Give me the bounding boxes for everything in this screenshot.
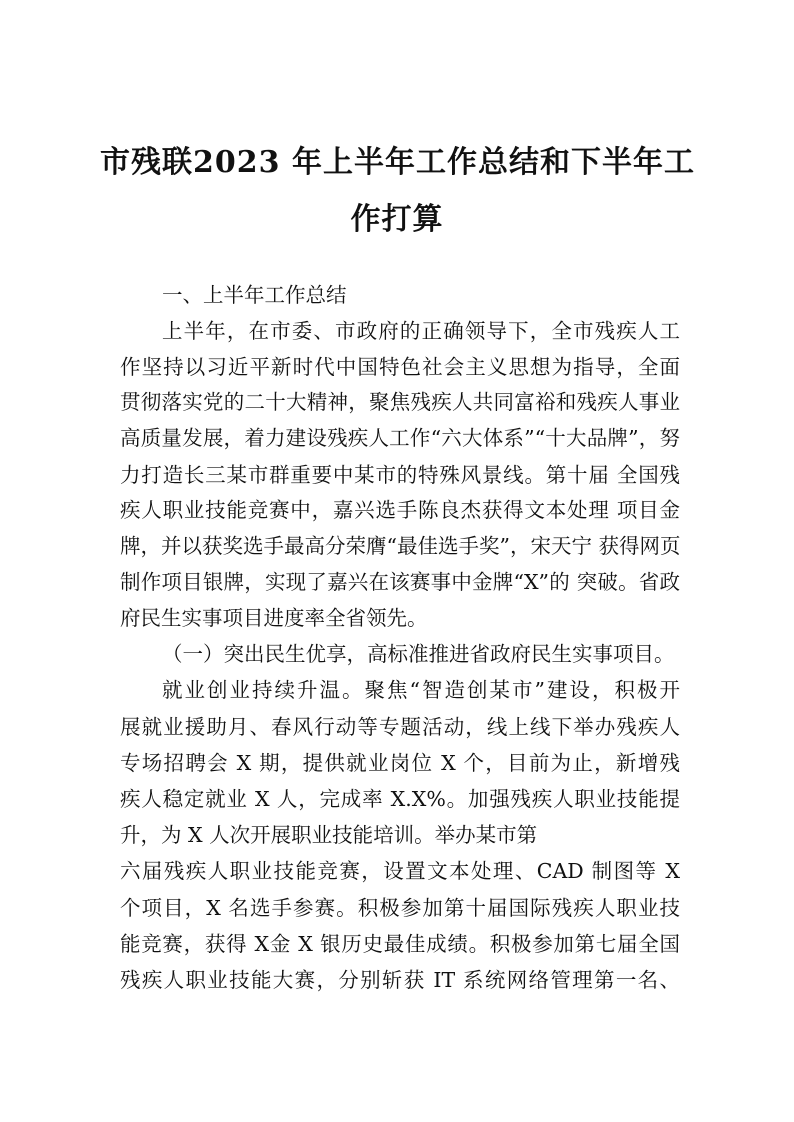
document-title-line-1: 市残联2023 年上半年工作总结和下半年工 <box>100 145 695 180</box>
section-heading: 一、上半年工作总结 <box>162 283 347 307</box>
paragraph-line: 作坚持以习近平新时代中国特色社会主义思想为指导，全面 <box>120 355 680 379</box>
paragraph-line: 个项目，X 名选手参赛。积极参加第十届国际残疾人职业技 <box>120 896 680 920</box>
paragraph-line: 疾人职业技能竞赛中，嘉兴选手陈良杰获得文本处理 项目金 <box>120 498 680 522</box>
paragraph-line: 高质量发展，着力建设残疾人工作“六大体系”“十大品牌”，努 <box>120 426 680 450</box>
paragraph-line: 牌，并以获奖选手最高分荣膺“最佳选手奖”，宋天宁 获得网页 <box>120 534 681 558</box>
paragraph-line: 疾人稳定就业 X 人，完成率 X.X%。加强残疾人职业技能提 <box>120 787 680 811</box>
paragraph-line: 贯彻落实党的二十大精神，聚焦残疾人共同富裕和残疾人事业 <box>120 390 680 414</box>
paragraph-line: 制作项目银牌，实现了嘉兴在该赛事中金牌“X”的 突破。省政 <box>120 570 680 594</box>
document-title-line-2: 作打算 <box>350 202 444 237</box>
paragraph-line: 就业创业持续升温。聚焦“智造创某市”建设，积极开 <box>162 678 680 702</box>
subsection-heading: （一）突出民生优享，高标准推进省政府民生实事项目。 <box>162 642 675 666</box>
paragraph-line: 专场招聘会 X 期，提供就业岗位 X 个，目前为止，新增残 <box>120 751 680 775</box>
paragraph-line: 升，为 X 人次开展职业技能培训。举办某市第 <box>120 823 538 847</box>
paragraph-line: 六届残疾人职业技能竞赛，设置文本处理、CAD 制图等 X <box>120 859 680 883</box>
paragraph-line: 力打造长三某市群重要中某市的特殊风景线。第十届 全国残 <box>120 463 680 487</box>
paragraph-line: 展就业援助月、春风行动等专题活动，线上线下举办残疾人 <box>120 715 680 739</box>
paragraph-line: 残疾人职业技能大赛，分别斩获 IT 系统网络管理第一名、 <box>120 968 680 992</box>
paragraph-line: 上半年，在市委、市政府的正确领导下，全市残疾人工 <box>162 319 680 343</box>
paragraph-line: 能竞赛，获得 X金 X 银历史最佳成绩。积极参加第七届全国 <box>120 932 680 956</box>
paragraph-line: 府民生实事项目进度率全省领先。 <box>120 606 428 630</box>
